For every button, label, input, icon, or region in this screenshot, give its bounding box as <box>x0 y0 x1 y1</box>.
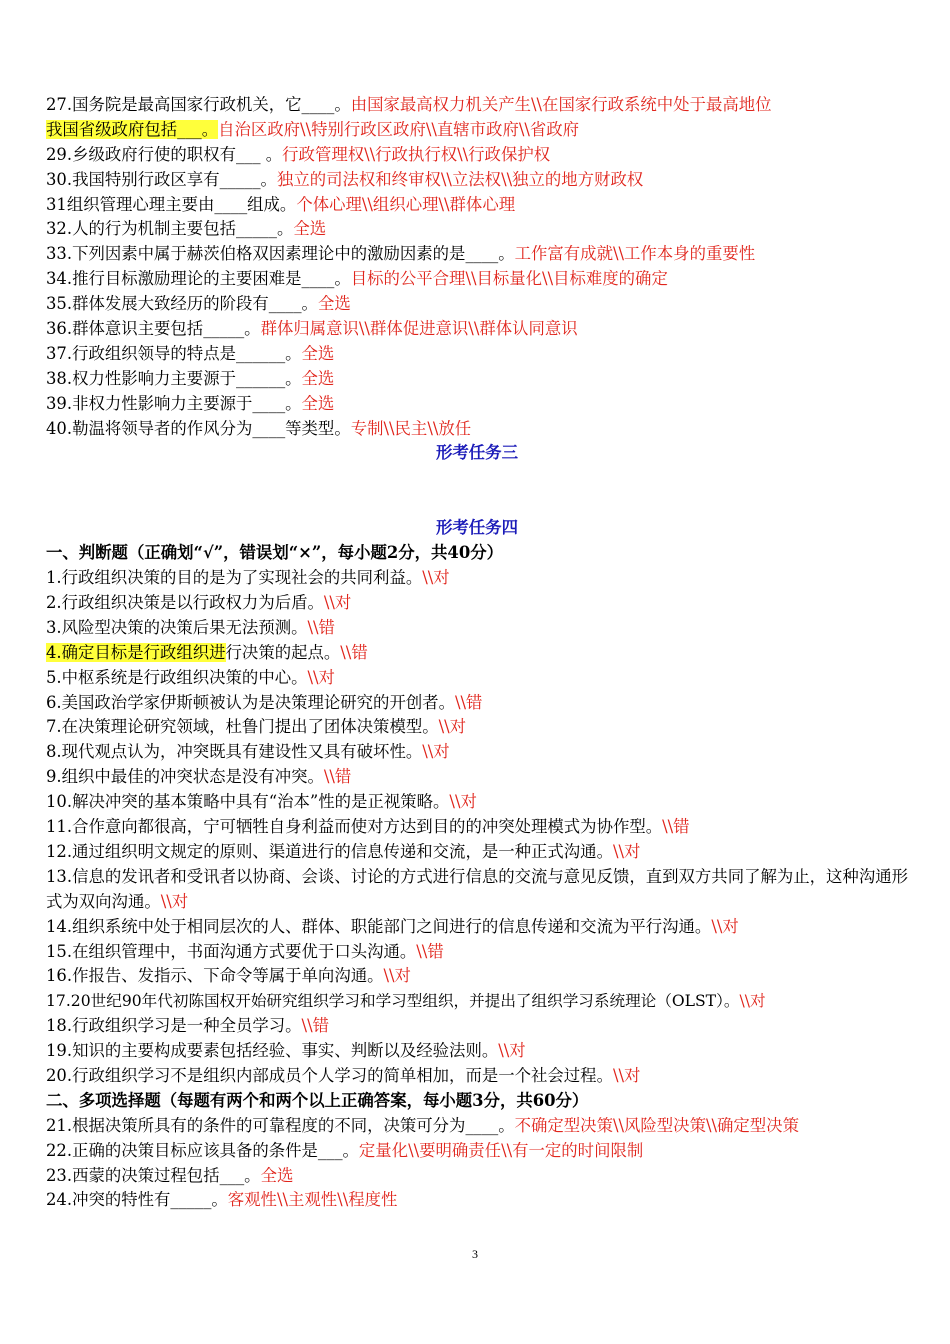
question-text: 6.美国政治学家伊斯顿被认为是决策理论研究的开创者。 <box>46 692 456 712</box>
mc-question-21 <box>46 1114 908 1139</box>
answer-text: 全选 <box>301 393 335 413</box>
question-text: 30.我国特别行政区享有_____。 <box>46 169 277 189</box>
question-text: 19.知识的主要构成要素包括经验、事实、判断以及经验法则。 <box>46 1041 499 1061</box>
tf-question-10 <box>46 790 908 815</box>
tf-question-17 <box>46 989 908 1014</box>
question-39 <box>46 392 908 417</box>
question-30 <box>46 168 908 193</box>
question-text: 27.国务院是最高国家行政机关，它____。 <box>46 95 351 114</box>
answer-text: \\对 <box>438 717 467 737</box>
mc-question-24 <box>46 1188 908 1213</box>
question-text: 38.权力性影响力主要源于______。 <box>46 368 302 388</box>
question-text: 35.群体发展大致经历的阶段有____。 <box>46 294 318 314</box>
tf-question-13 <box>46 865 908 915</box>
question-text: 3.风险型决策的决策后果无法预测。 <box>46 617 308 637</box>
answer-text: 行政管理权\\行政执行权\\行政保护权 <box>282 144 551 164</box>
question-text: 12.通过组织明文规定的原则、渠道进行的信息传递和交流，是一种正式沟通。 <box>46 841 613 861</box>
answer-text: 独立的司法权和终审权\\立法权\\独立的地方财政权 <box>276 169 644 189</box>
question-text: 39.非权力性影响力主要源于____。 <box>46 393 302 413</box>
answer-text: 目标的公平合理\\目标量化\\目标难度的确定 <box>350 269 668 289</box>
answer-text: 个体心理\\组织心理\\群体心理 <box>296 194 516 214</box>
tf-question-9 <box>46 765 908 790</box>
question-32 <box>46 217 908 242</box>
question-text: 36.群体意识主要包括_____。 <box>46 319 261 339</box>
question-31 <box>46 193 908 218</box>
tf-question-15 <box>46 940 908 965</box>
answer-text: \\对 <box>498 1041 526 1061</box>
question-text: 32.人的行为机制主要包括_____。 <box>46 219 294 239</box>
question-34 <box>46 267 908 292</box>
tf-question-5 <box>46 666 908 691</box>
question-text: 11.合作意向都很高，宁可牺牲自身利益而使对方达到目的的冲突处理模式为协作型。 <box>46 817 663 837</box>
question-35 <box>46 292 908 317</box>
answer-text: 专制\\民主\\放任 <box>350 418 472 438</box>
question-text: 22.正确的决策目标应该具备的条件是___。 <box>46 1140 359 1160</box>
answer-text: \\错 <box>307 617 335 637</box>
answer-text: \\错 <box>416 941 444 961</box>
answer-text: 工作富有成就\\工作本身的重要性 <box>514 244 756 264</box>
highlighted-question-text: 4.确定目标是行政组织进 <box>46 642 226 662</box>
question-40 <box>46 417 908 442</box>
question-text: 37.行政组织领导的特点是______。 <box>46 343 302 363</box>
tf-question-19 <box>46 1039 908 1064</box>
answer-text: \\对 <box>323 593 352 613</box>
question-text: 29.乡级政府行使的职权有___ 。 <box>46 144 283 164</box>
tf-question-12 <box>46 840 908 865</box>
tf-question-6 <box>46 691 908 716</box>
spacer <box>46 466 908 516</box>
answer-text: \\对 <box>449 792 477 812</box>
question-text: 17.20世纪90年代初陈国权开始研究组织学习和学习型组织，并提出了组织学习系统理论（OLST）。 <box>46 992 740 1011</box>
mc-question-23 <box>46 1164 908 1189</box>
answer-text: \\错 <box>662 817 690 837</box>
question-text: 40.勒温将领导者的作风分为____等类型。 <box>46 418 351 438</box>
answer-text: \\对 <box>422 568 450 588</box>
answer-text: 由国家最高权力机关产生\\在国家行政系统中处于最高地位 <box>350 95 772 114</box>
tf-question-7 <box>46 715 908 740</box>
question-36 <box>46 317 908 342</box>
question-text: 行决策的起点。 <box>225 642 341 662</box>
heading-task-4: 形考任务四 <box>436 518 518 538</box>
answer-text: \\对 <box>307 667 335 687</box>
question-text: 9.组织中最佳的冲突状态是没有冲突。 <box>46 767 324 787</box>
question-text: 16.作报告、发指示、下命令等属于单向沟通。 <box>46 966 384 986</box>
answer-text: 自治区政府\\特别行政区政府\\直辖市政府\\省政府 <box>218 119 580 139</box>
question-38 <box>46 367 908 392</box>
heading-task-3: 形考任务三 <box>436 443 518 463</box>
answer-text: \\对 <box>160 891 189 911</box>
question-text: 15.在组织管理中，书面沟通方式要优于口头沟通。 <box>46 941 417 961</box>
question-text: 18.行政组织学习是一种全员学习。 <box>46 1016 302 1036</box>
answer-text: \\对 <box>612 1065 641 1085</box>
answer-text: \\对 <box>711 916 739 936</box>
question-text: 33.下列因素中属于赫茨伯格双因素理论中的激励因素的是____。 <box>46 244 515 264</box>
tf-question-20 <box>46 1064 908 1089</box>
question-text: 2.行政组织决策是以行政权力为后盾。 <box>46 593 324 613</box>
tf-question-2 <box>46 591 908 616</box>
question-29 <box>46 143 908 168</box>
question-text: 14.组织系统中处于相同层次的人、群体、职能部门之间进行的信息传递和交流为平行沟通。 <box>46 916 712 936</box>
tf-question-11 <box>46 815 908 840</box>
answer-text: 客观性\\主观性\\程度性 <box>227 1190 398 1210</box>
question-text: 24.冲突的特性有_____。 <box>46 1190 228 1210</box>
tf-question-8 <box>46 740 908 765</box>
tf-question-16 <box>46 964 908 989</box>
tf-question-18 <box>46 1014 908 1039</box>
answer-text: 全选 <box>301 368 335 388</box>
answer-text: 定量化\\要明确责任\\有一定的时间限制 <box>358 1140 644 1160</box>
answer-text: \\错 <box>301 1016 329 1036</box>
answer-text: 全选 <box>317 294 351 314</box>
question-text: 13.信息的发讯者和受讯者以协商、会谈、讨论的方式进行信息的交流与意见反馈，直到双方共同了解为止，这种沟通形式为双向沟通。 <box>46 866 908 911</box>
answer-text: \\对 <box>422 742 450 762</box>
answer-text: \\对 <box>739 992 766 1011</box>
page-number: 3 <box>472 1247 478 1261</box>
answer-text: 不确定型决策\\风险型决策\\确定型决策 <box>514 1115 799 1135</box>
tf-question-14 <box>46 915 908 940</box>
question-text: 20.行政组织学习不是组织内部成员个人学习的简单相加，而是一个社会过程。 <box>46 1065 613 1085</box>
question-text: 23.西蒙的决策过程包括___。 <box>46 1165 261 1185</box>
question-33 <box>46 242 908 267</box>
section-multiple-choice-title: 二、多项选择题（每题有两个和两个以上正确答案，每小题3分，共60分） <box>46 1090 589 1110</box>
answer-text: \\错 <box>455 692 483 712</box>
answer-text: \\对 <box>383 966 411 986</box>
question-27 <box>46 93 908 118</box>
question-text: 8.现代观点认为，冲突既具有建设性又具有破坏性。 <box>46 742 423 762</box>
tf-question-3 <box>46 616 908 641</box>
question-28 <box>46 118 908 143</box>
question-37 <box>46 342 908 367</box>
question-text: 10.解决冲突的基本策略中具有“治本”性的是正视策略。 <box>46 792 450 812</box>
question-text: 1.行政组织决策的目的是为了实现社会的共同利益。 <box>46 568 423 588</box>
answer-text: 群体归属意识\\群体促进意识\\群体认同意识 <box>260 319 578 339</box>
document-page <box>46 93 908 1213</box>
answer-text: 全选 <box>260 1165 294 1185</box>
section-true-false-title: 一、判断题（正确划“√”，错误划“×”，每小题2分，共40分） <box>46 543 504 563</box>
answer-text: 全选 <box>293 219 327 239</box>
question-text: 7.在决策理论研究领域，杜鲁门提出了团体决策模型。 <box>46 717 439 737</box>
tf-question-1 <box>46 566 908 591</box>
answer-text: \\错 <box>323 767 352 787</box>
question-text: 5.中枢系统是行政组织决策的中心。 <box>46 667 308 687</box>
question-text: 31组织管理心理主要由____组成。 <box>46 194 297 214</box>
highlighted-question-text: 我国省级政府包括___。 <box>46 119 219 139</box>
mc-question-22 <box>46 1139 908 1164</box>
answer-text: \\错 <box>340 642 368 662</box>
answer-text: \\对 <box>612 841 641 861</box>
tf-question-4 <box>46 641 908 666</box>
question-text: 21.根据决策所具有的条件的可靠程度的不同，决策可分为____。 <box>46 1115 515 1135</box>
answer-text: 全选 <box>301 343 335 363</box>
question-text: 34.推行目标激励理论的主要困难是____。 <box>46 269 351 289</box>
